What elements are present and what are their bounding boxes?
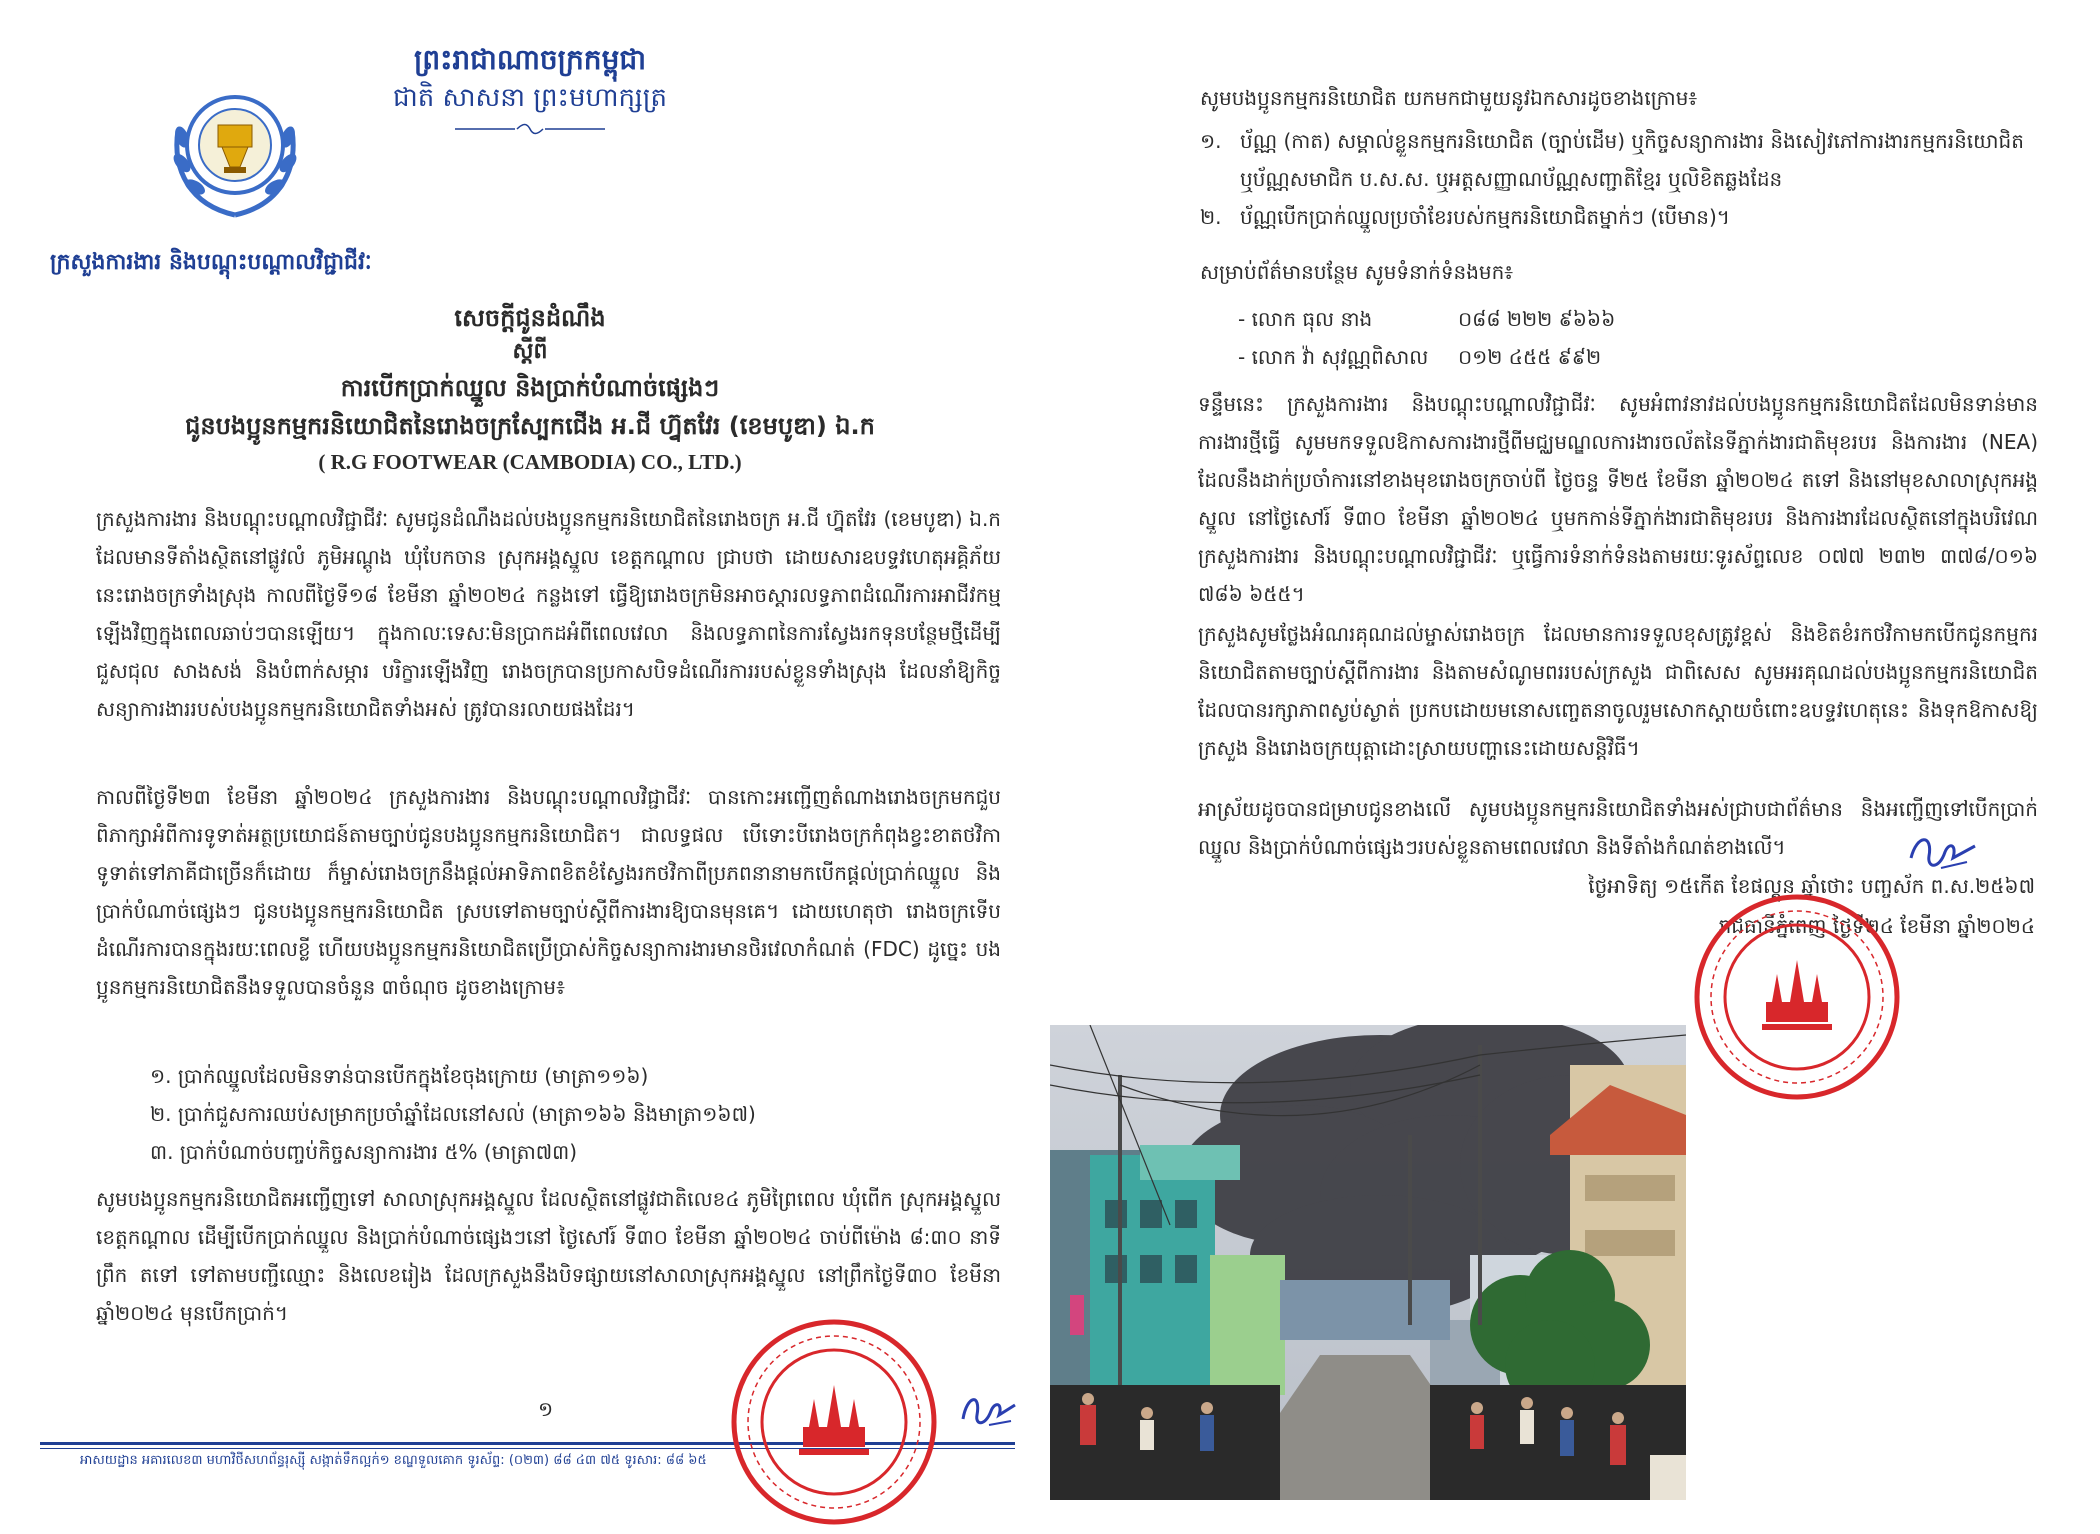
document-type-heading: សេចក្ដីជូនដំណឹង <box>454 304 606 332</box>
list-item-number: ២. <box>1200 205 1222 229</box>
contact-list <box>1238 300 1615 376</box>
list-item <box>150 1133 1000 1171</box>
motto-ornament-divider <box>455 120 605 132</box>
kingdom-title: ព្រះរាជាណាចក្រកម្ពុជា <box>413 43 646 76</box>
notice-paragraph-3: សូមបងប្អូនកម្មករនិយោជិតអញ្ជើញទៅ សាលាស្រុកអង្គស្នួល ដែលស្ថិតនៅផ្លូវជាតិលេខ៤ ភូមិព្រៃពេល ឃុំពើក ស្រុកអង្គស្នួល ខេត្តកណ្ដាល ដើម្បីបើកប្រាក់ឈ្នួល និងប្រាក់បំណាច់ផ្សេងៗនៅ ថ្ងៃសៅរ៍ ទី៣០ ខែមីនា ឆ្នាំ២០២៤ ចាប់ពីម៉ោង ៨:៣០ នាទីព្រឹក តទៅ ទៅតាមបញ្ជីឈ្មោះ និងលេខរៀង ដែលក្រសួងនឹងបិទផ្សាយនៅសាលាស្រុកអង្គស្នួល នៅព្រឹកថ្ងៃទី៣០ ខែមីនា ឆ្នាំ២០២៤ មុនបើកប្រាក់។ <box>96 1187 1001 1325</box>
list-item-text: ប័ណ្ណ (កាត) សម្គាល់ខ្លួនកម្មករនិយោជិត (ច្បាប់ដើម) ឬកិច្ចសន្យាការងារ និងសៀវភៅការងារកម្មករនិយោជិត ឬប័ណ្ណសមាជិក ប.ស.ស. ឬអត្តសញ្ញាណប័ណ្ណសញ្ជាតិខ្មែរ ឬលិខិតឆ្លងដែន <box>1240 129 2024 191</box>
list-item <box>1200 198 2040 236</box>
heading-about: ស្ដីពី <box>512 339 548 364</box>
ministry-emblem-logo <box>160 75 310 225</box>
subject-line-1: ការបើកប្រាក់ឈ្នួល និងប្រាក់បំណាច់ផ្សេងៗ <box>340 374 720 402</box>
official-stamp-seal-right <box>1690 890 1905 1105</box>
date-solar: រាជធានីភ្នំពេញ ថ្ងៃទី២៤ ខែមីនា ឆ្នាំ២០២៤ <box>1718 914 2035 938</box>
company-name-english: ( R.G FOOTWEAR (CAMBODIA) CO., LTD.) <box>318 450 742 474</box>
contact-phone: ០១២ ៤៥៥ ៩៩២ <box>1458 345 1602 369</box>
right-paragraph-2: ក្រសួងសូមថ្លែងអំណរគុណដល់ម្ចាស់រោងចក្រ ដែលមានការទទួលខុសត្រូវខ្ពស់ និងខិតខំរកថវិកាមកបើកជូនកម្មករនិយោជិតតាមច្បាប់ស្ដីពីការងារ និងតាមសំណូមពររបស់ក្រសួង ជាពិសេស សូមអរគុណដល់បងប្អូនកម្មករនិយោជិតដែលបានរក្សាភាពស្ងប់ស្ងាត់ ប្រកបដោយមនោសញ្ចេតនាចូលរួមសោកស្ដាយចំពោះឧបទ្ទវហេតុនេះ និងទុកឱកាសឱ្យក្រសួង និងរោងចក្រយុត្តាដោះស្រាយបញ្ហានេះដោយសន្តិវិធី។ <box>1198 622 2038 760</box>
entitlement-list <box>150 1057 1000 1171</box>
required-documents-list <box>1200 122 2040 236</box>
list-item-text: ប្រាក់ឈ្នួលដែលមិនទាន់បានបើកក្នុងខែចុងក្រោយ (មាត្រា១១៦) <box>177 1064 649 1088</box>
list-item <box>1200 122 2040 198</box>
contact-name: - លោក ធុល នាង <box>1238 307 1373 331</box>
footer-address: អាសយដ្ឋាន អគារលេខ៣ មហាវិថីសហព័ន្ធរុស្ស៊ី សង្កាត់ទឹកល្អក់១ ខណ្ឌទួលគោក ទូរស័ព្ទ: (០២៣) ៨៨ ៤៣ ៧៥ ទូរសារ: ៨៨ ៦៥ <box>80 1453 707 1468</box>
list-item-text: ប្រាក់ជួសការឈប់សម្រាកប្រចាំឆ្នាំដែលនៅសល់ (មាត្រា១៦៦ និងមាត្រា១៦៧) <box>177 1102 756 1126</box>
national-motto: ជាតិ សាសនា ព្រះមហាក្សត្រ <box>393 83 667 113</box>
ministry-name: ក្រសួងការងារ និងបណ្ដុះបណ្ដាលវិជ្ជាជីវៈ <box>50 250 372 275</box>
right-paragraph-1: ទន្ទឹមនេះ ក្រសួងការងារ និងបណ្ដុះបណ្ដាលវិជ្ជាជីវៈ សូមអំពាវនាវដល់បងប្អូនកម្មករនិយោជិតដែលមិនទាន់មានការងារថ្មីធ្វើ សូមមកទទួលឱកាសការងារថ្មីពីមជ្ឈមណ្ឌលការងារចល័តនៃទីភ្នាក់ងារជាតិមុខរបរ និងការងារ (NEA) ដែលនឹងដាក់ប្រចាំការនៅខាងមុខរោងចក្រចាប់ពី ថ្ងៃចន្ទ ទី២៥ ខែមីនា ឆ្នាំ២០២៤ តទៅ និងនៅមុខសាលាស្រុកអង្គស្នួល នៅថ្ងៃសៅរ៍ ទី៣០ ខែមីនា ឆ្នាំ២០២៤ ឬមកកាន់ទីភ្នាក់ងារជាតិមុខរបរ និងការងារដែលស្ថិតនៅក្នុងបរិវេណក្រសួងការងារ និងបណ្ដុះបណ្ដាលវិជ្ជាជីវៈ ឬធ្វើការទំនាក់ទំនងតាមរយៈទូរស័ព្ទលេខ ០៧៧ ២៣២ ៣៧៨/០១៦ ៧៨៦ ៦៥៥។ <box>1198 392 2038 606</box>
notice-paragraph-1: ក្រសួងការងារ និងបណ្ដុះបណ្ដាលវិជ្ជាជីវៈ សូមជូនដំណឹងដល់បងប្អូនកម្មករនិយោជិតនៃរោងចក្រ អ.ជី ហ្វ៊ុតវែរ (ខេមបូឌា) ឯ.ក ដែលមានទីតាំងស្ថិតនៅផ្លូវលំ ភូមិអណ្ដូង ឃុំបែកចាន ស្រុកអង្គស្នួល ខេត្តកណ្ដាល ជ្រាបថា ដោយសារឧបទ្ទវហេតុអគ្គិភ័យនេះរោងចក្រទាំងស្រុង កាលពីថ្ងៃទី១៨ ខែមីនា ឆ្នាំ២០២៤ កន្លងទៅ ធ្វើឱ្យរោងចក្រមិនអាចស្ដារលទ្ធភាពដំណើរការអាជីវកម្មឡើងវិញក្នុងពេលឆាប់ៗបានឡើយ។ ក្នុងកាលៈទេសៈមិនប្រាកដអំពីពេលវេលា និងលទ្ធភាពនៃការស្វែងរកទុនបន្ថែមថ្មីដើម្បីជួសជុល សាងសង់ និងបំពាក់សម្ភារ បរិក្ខារឡើងវិញ រោងចក្របានប្រកាសបិទដំណើរការរបស់ខ្លួនទាំងស្រុង ដែលនាំឱ្យកិច្ចសន្យាការងាររបស់បងប្អូនកម្មករនិយោជិតទាំងអស់ ត្រូវបានរលាយផងដែរ។ <box>96 507 1001 721</box>
kingdom-letterhead <box>320 40 740 132</box>
list-item-number: ៣. <box>150 1140 174 1164</box>
notice-paragraph-2: កាលពីថ្ងៃទី២៣ ខែមីនា ឆ្នាំ២០២៤ ក្រសួងការងារ និងបណ្ដុះបណ្ដាលវិជ្ជាជីវៈ បានកោះអញ្ជើញតំណាងរោងចក្រមកជួបពិភាក្សាអំពីការទូទាត់អត្ថប្រយោជន៍តាមច្បាប់ជូនបងប្អូនកម្មករនិយោជិត។ ជាលទ្ធផល បើទោះបីរោងចក្រកំពុងខ្វះខាតថវិកាទូទាត់ទៅភាគីជាច្រើនក៏ដោយ ក៏ម្ចាស់រោងចក្រនឹងផ្ដល់អាទិភាពខិតខំស្វែងរកថវិកាពីប្រភពនានាមកបើកផ្ដល់ប្រាក់ឈ្នួល និងប្រាក់បំណាច់ផ្សេងៗ ជូនបងប្អូនកម្មករនិយោជិត ស្របទៅតាមច្បាប់ស្ដីពីការងារឱ្យបានមុនគេ។ ដោយហេតុថា រោងចក្រទើបដំណើរការបានក្នុងរយៈពេលខ្លី ហើយបងប្អូនកម្មករនិយោជិតប្រើប្រាស់កិច្ចសន្យាការងារមានថិរវេលាកំណត់ (FDC) ដូច្នេះ បងប្អូនកម្មករនិយោជិតនឹងទទួលបានចំនួន ៣ចំណុច ដូចខាងក្រោម៖ <box>96 785 1001 999</box>
page-number: ១ <box>538 1397 554 1421</box>
list-item <box>150 1057 1000 1095</box>
list-item-number: ១. <box>1200 129 1222 153</box>
contact-phone: ០៨៨ ២២២ ៩៦៦៦ <box>1458 307 1616 331</box>
date-lunar: ថ្ងៃអាទិត្យ ១៥កើត ខែផល្គុន ឆ្នាំថោះ បញ្ចស័ក ព.ស.២៥៦៧ <box>1588 874 2035 898</box>
signature-initials-right <box>1905 828 1985 878</box>
list-item-number: ២. <box>150 1102 172 1126</box>
fire-scene-photo <box>1050 1025 1686 1500</box>
subject-line-2: ជូនបងប្អូនកម្មករនិយោជិតនៃរោងចក្រស្បែកជើង អ.ជី ហ្វ៊ុតវែរ (ខេមបូឌា) ឯ.ក <box>185 412 875 440</box>
list-item-text: ប្រាក់បំណាច់បញ្ចប់កិច្ចសន្យាការងារ ៥% (មាត្រា៧៣) <box>179 1140 578 1164</box>
signature-initials-left <box>955 1385 1025 1435</box>
official-stamp-seal-left <box>727 1315 942 1530</box>
list-item <box>150 1095 1000 1133</box>
contact-row <box>1238 338 1615 376</box>
list-item-number: ១. <box>150 1064 172 1088</box>
documents-intro: សូមបងប្អូនកម្មករនិយោជិត យកមកជាមួយនូវឯកសារដូចខាងក្រោម៖ <box>1200 86 1698 110</box>
contact-name: - លោក វ៉ា សុវណ្ណពិសាល <box>1238 345 1429 369</box>
contact-intro: សម្រាប់ព័ត៌មានបន្ថែម សូមទំនាក់ទំនងមក៖ <box>1200 260 1514 284</box>
list-item-text: ប័ណ្ណបើកប្រាក់ឈ្នួលប្រចាំខែរបស់កម្មករនិយោជិតម្នាក់ៗ (បើមាន)។ <box>1240 205 1730 229</box>
contact-row <box>1238 300 1615 338</box>
right-paragraph-3: អាស្រ័យដូចបានជម្រាបជូនខាងលើ សូមបងប្អូនកម្មករនិយោជិតទាំងអស់ជ្រាបជាព័ត៌មាន និងអញ្ជើញទៅបើកប្រាក់ឈ្នួល និងប្រាក់បំណាច់ផ្សេងៗរបស់ខ្លួនតាមពេលវេលា និងទីតាំងកំណត់ខាងលើ។ <box>1198 797 2038 859</box>
